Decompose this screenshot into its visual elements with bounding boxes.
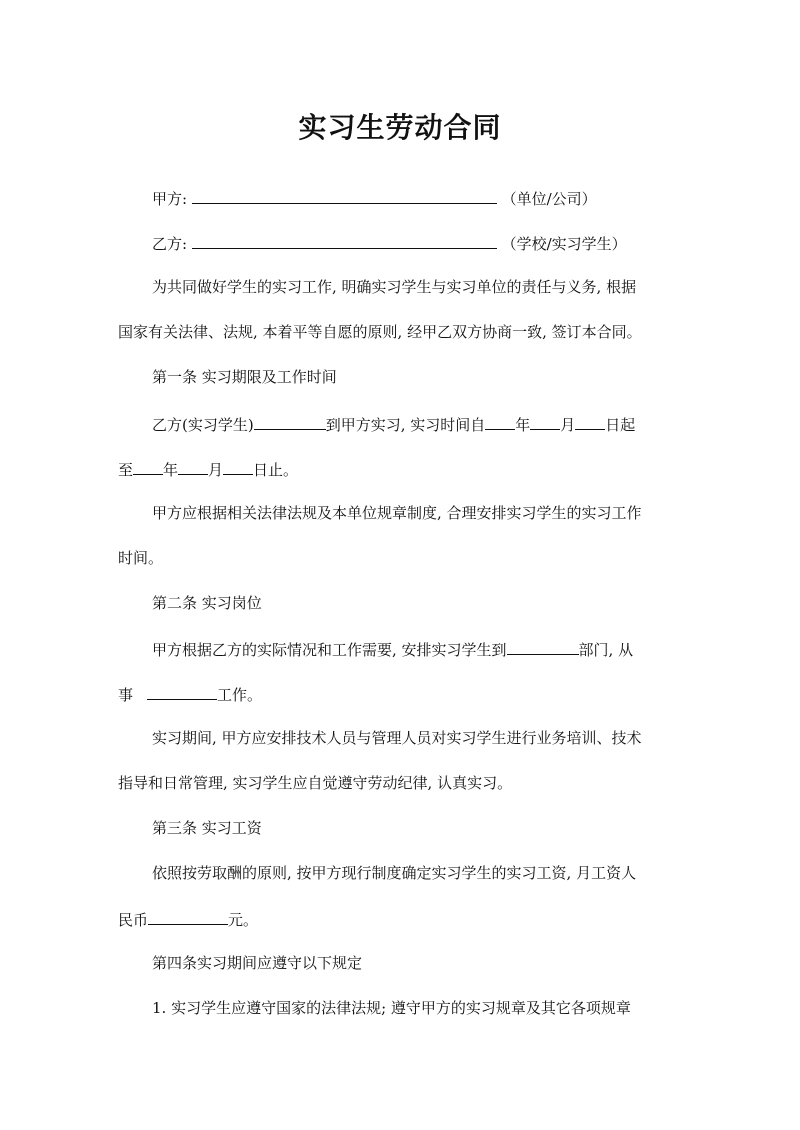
article-4-heading: 第四条实习期间应遵守以下规定: [152, 954, 363, 972]
wage-blank[interactable]: [148, 908, 228, 925]
article-2-para-line-2: 指导和日常管理, 实习学生应自觉遵守劳动纪律, 认真实习。: [118, 774, 513, 792]
article-1-para-line-2: 时间。: [118, 549, 164, 567]
article-4-item-1: 1. 实习学生应遵守国家的法律法规; 遵守甲方的实习规章及其它各项规章: [152, 999, 631, 1017]
party-b-blank[interactable]: [192, 232, 497, 249]
article-1-heading: 第一条 实习期限及工作时间: [152, 368, 337, 386]
job-suffix: 工作。: [217, 686, 263, 704]
article-3-heading: 第三条 实习工资: [152, 819, 262, 837]
department-blank[interactable]: [507, 638, 579, 655]
start-year-blank[interactable]: [485, 413, 515, 430]
start-date-label: 到甲方实习, 实习时间自: [325, 416, 486, 434]
article-1-line-2: [118, 458, 298, 480]
party-b-label: 乙方:: [152, 235, 188, 253]
article-2-para-line-1: 实习期间, 甲方应安排技术人员与管理人员对实习学生进行业务培训、技术: [152, 729, 642, 747]
article-2-line-2: [118, 683, 262, 705]
party-b-line: [152, 232, 627, 254]
student-name-blank[interactable]: [254, 413, 326, 430]
party-a-line: [152, 187, 597, 209]
year-text: 年: [515, 416, 531, 434]
end-day-blank[interactable]: [223, 458, 253, 475]
year-text: 年: [163, 461, 179, 479]
month-text: 月: [208, 461, 224, 479]
party-a-blank[interactable]: [192, 187, 497, 204]
yuan-text: 元。: [228, 911, 259, 929]
article-1-line-1: [152, 413, 635, 435]
end-year-blank[interactable]: [133, 458, 163, 475]
document-title: 实习生劳动合同: [298, 111, 502, 144]
party-b-suffix: （学校/实习学生）: [501, 235, 627, 253]
article-3-line-1: 依照按劳取酬的原则, 按甲方现行制度确定实习学生的实习工资, 月工资人: [152, 864, 637, 882]
article-1-para-line-1: 甲方应根据相关法律法规及本单位规章制度, 合理安排实习学生的实习工作: [152, 504, 642, 522]
currency-text: 民币: [118, 911, 149, 929]
month-text: 月: [560, 416, 576, 434]
engage-text: 事: [118, 686, 134, 704]
student-label: 乙方(实习学生): [152, 416, 254, 434]
article-2-heading: 第二条 实习岗位: [152, 594, 262, 612]
day-end-text: 日止。: [253, 461, 299, 479]
intro-line-1: 为共同做好学生的实习工作, 明确实习学生与实习单位的责任与义务, 根据: [152, 278, 637, 296]
start-month-blank[interactable]: [530, 413, 560, 430]
until-text: 至: [118, 461, 134, 479]
day-start-text: 日起: [605, 416, 636, 434]
party-a-label: 甲方:: [152, 190, 188, 208]
assign-text: 甲方根据乙方的实际情况和工作需要, 安排实习学生到: [152, 641, 507, 659]
article-3-line-2: [118, 908, 258, 930]
job-blank[interactable]: [147, 683, 217, 700]
start-day-blank[interactable]: [575, 413, 605, 430]
end-month-blank[interactable]: [178, 458, 208, 475]
article-2-line-1: [152, 638, 633, 660]
party-a-suffix: （单位/公司）: [501, 190, 597, 208]
intro-line-2: 国家有关法律、法规, 本着平等自愿的原则, 经甲乙双方协商一致, 签订本合同。: [118, 323, 642, 341]
department-suffix: 部门, 从: [578, 641, 634, 659]
